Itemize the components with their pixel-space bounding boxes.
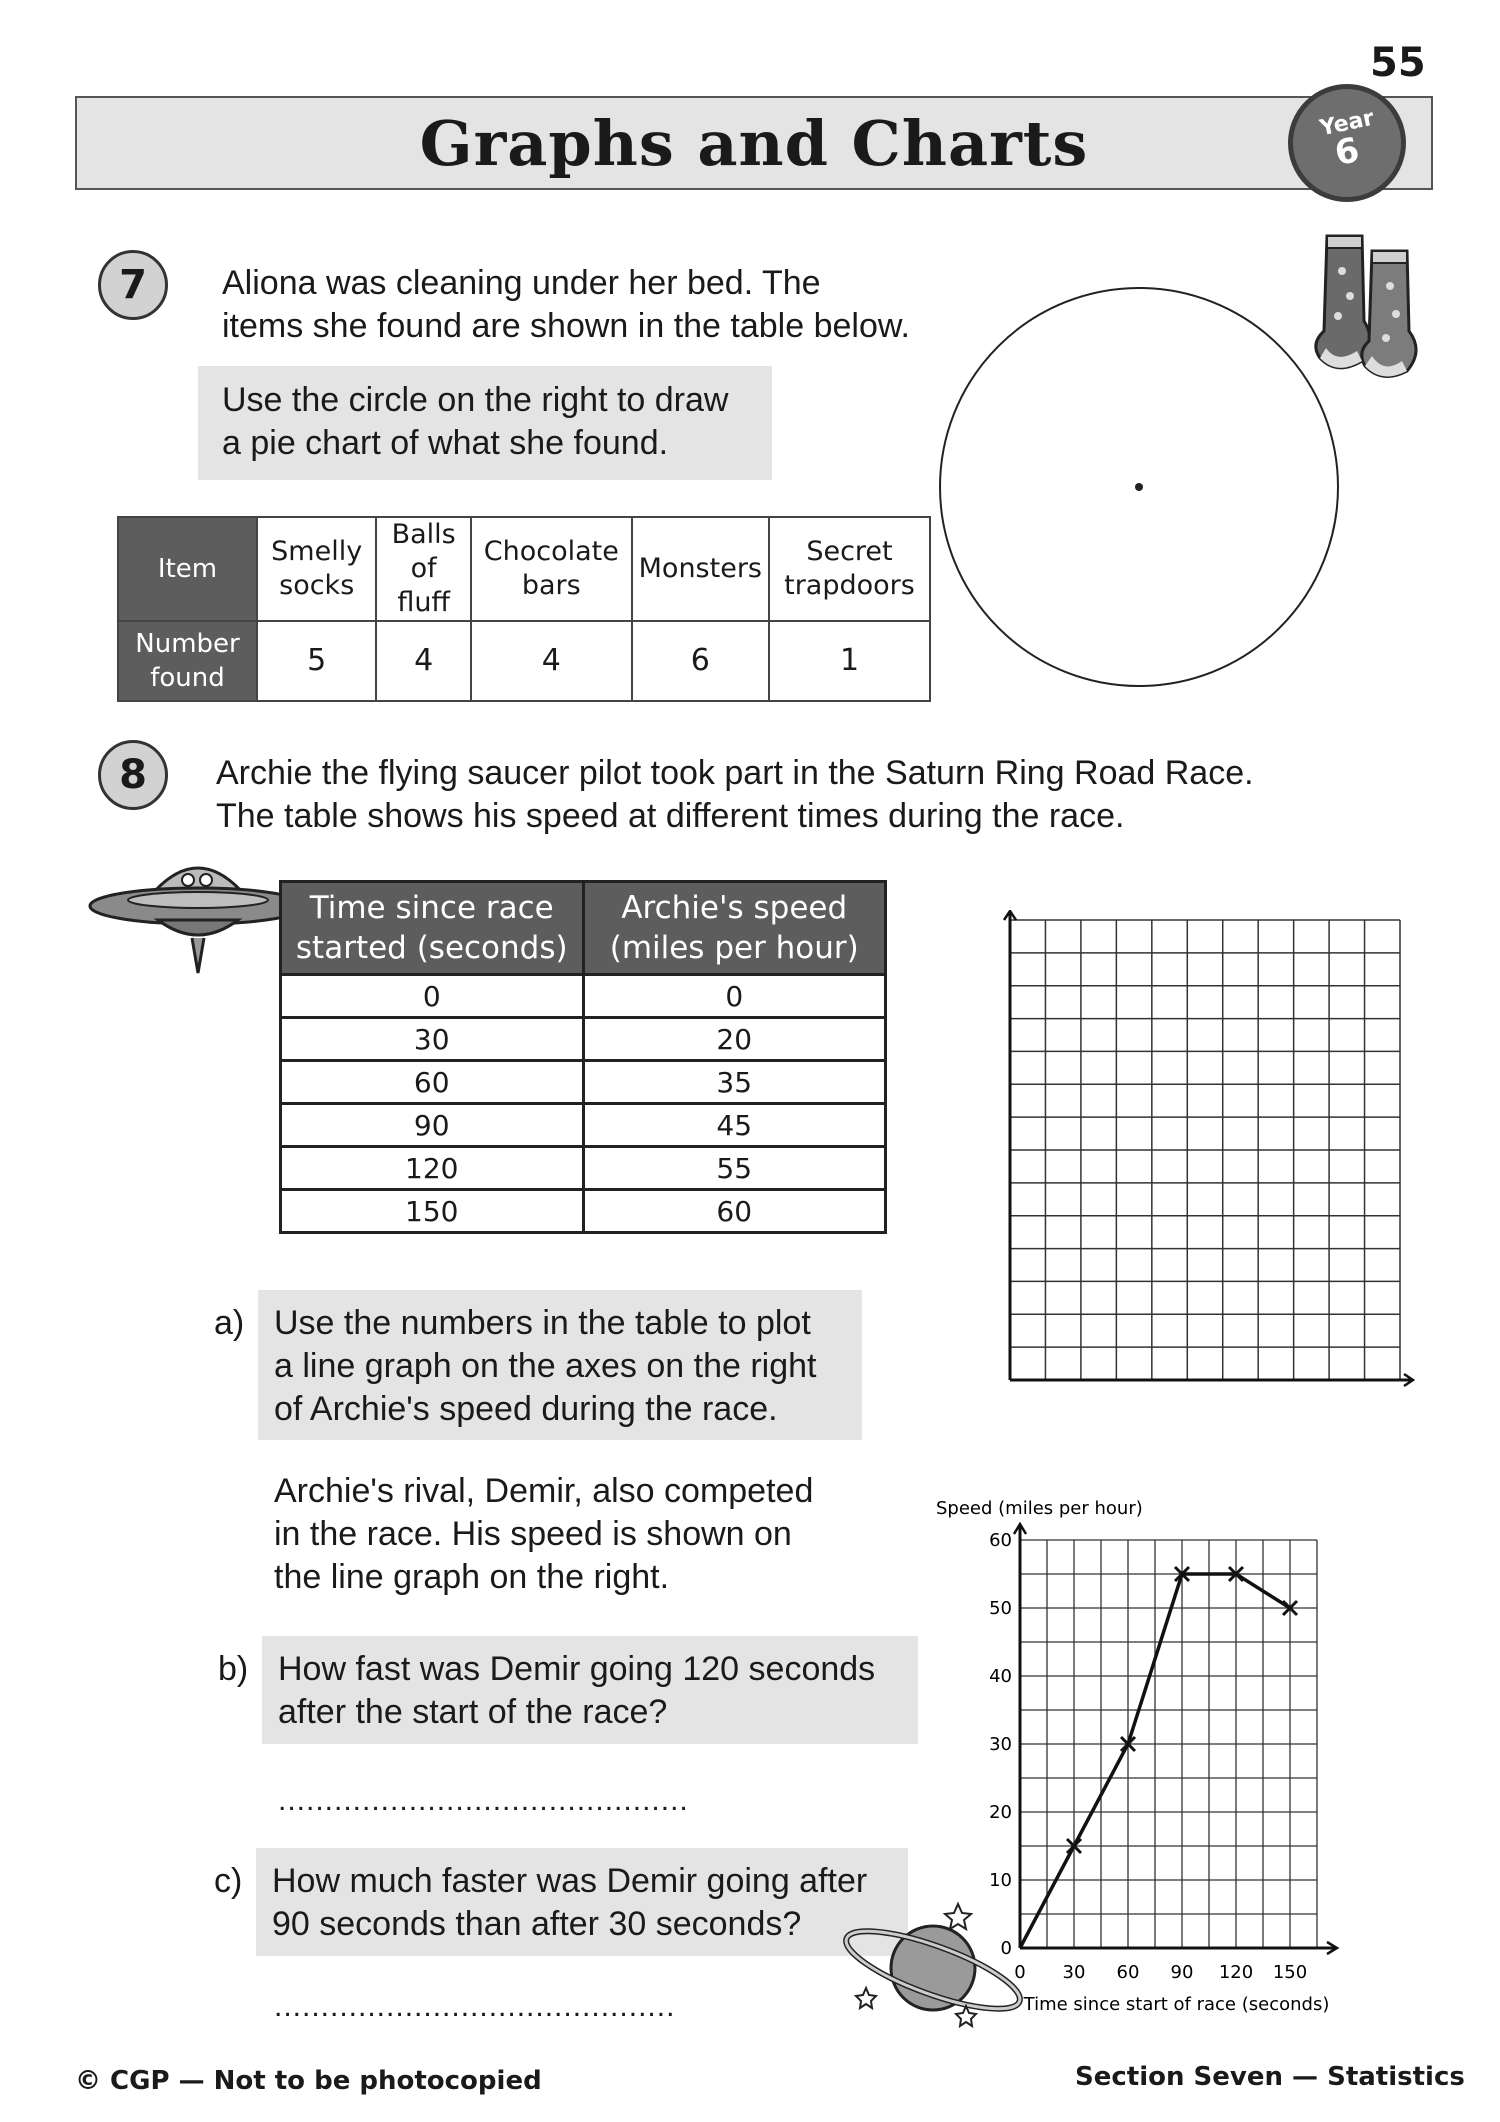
time-cell: 90 [281, 1104, 584, 1147]
x-tick-label: 30 [1062, 1962, 1086, 1983]
y-tick-label: 0 [1000, 1938, 1012, 1959]
part-a-line-3: of Archie's speed during the race. [274, 1390, 778, 1428]
q8-table-header-row [281, 882, 886, 975]
table-row [281, 1018, 886, 1061]
time-cell: 150 [281, 1190, 584, 1233]
part-b-answer-line[interactable]: ............................................ [278, 1784, 689, 1817]
table-row [281, 1104, 886, 1147]
q7-count-cell: 4 [471, 621, 632, 701]
pie-chart-circle[interactable] [936, 284, 1342, 690]
question-7-number: 7 [98, 250, 168, 320]
part-b-box [262, 1636, 918, 1744]
x-tick-label: 150 [1272, 1962, 1308, 1983]
x-tick-label: 0 [1014, 1962, 1026, 1983]
q8-intro-line-1: Archie the flying saucer pilot took part in the Saturn Ring Road Race. [216, 754, 1254, 792]
q7-intro-line-2: items she found are shown in the table below. [222, 307, 910, 345]
q8-speed-table [279, 880, 887, 1234]
speed-cell: 60 [583, 1190, 886, 1233]
pie-centre-dot [1135, 483, 1143, 491]
time-cell: 30 [281, 1018, 584, 1061]
part-b-line-2: after the start of the race? [278, 1693, 668, 1731]
footer-copyright: © CGP — Not to be photocopied [75, 2066, 542, 2096]
part-a-line-2: a line graph on the axes on the right [274, 1347, 817, 1385]
x-tick-label: 60 [1116, 1962, 1140, 1983]
q7-item-cell: Monsters [632, 517, 769, 621]
q8-header-speed: Archie's speed (miles per hour) [583, 882, 886, 975]
part-a-box [258, 1290, 862, 1440]
q7-row-label-item: Item [118, 517, 257, 621]
q7-count-cell: 5 [257, 621, 376, 701]
time-cell: 60 [281, 1061, 584, 1104]
y-axis-label: Speed (miles per hour) [936, 1498, 1143, 1519]
q7-row-label-number: Number found [118, 621, 257, 701]
q7-item-cell: Smelly socks [257, 517, 376, 621]
speed-cell: 35 [583, 1061, 886, 1104]
time-cell: 120 [281, 1147, 584, 1190]
q7-items-table [117, 516, 931, 702]
rival-text-line-3: the line graph on the right. [274, 1558, 670, 1596]
y-tick-label: 20 [989, 1802, 1012, 1823]
flying-saucer-icon [88, 838, 308, 978]
q7-instruction-line-1: Use the circle on the right to draw [222, 381, 729, 419]
x-tick-label: 120 [1218, 1962, 1254, 1983]
footer-section: Section Seven — Statistics [1075, 2062, 1465, 2092]
x-tick-label: 90 [1170, 1962, 1194, 1983]
rival-text [274, 1470, 813, 1599]
part-b-line-1: How fast was Demir going 120 seconds [278, 1650, 876, 1688]
time-cell: 0 [281, 975, 584, 1018]
table-row [281, 1190, 886, 1233]
question-8-number: 8 [98, 740, 168, 810]
y-tick-label: 50 [989, 1598, 1012, 1619]
y-tick-label: 60 [989, 1530, 1012, 1551]
q7-instruction-line-2: a pie chart of what she found. [222, 424, 669, 462]
part-c-answer-line[interactable]: ........................................... [274, 1990, 676, 2023]
page-number: 55 [1370, 40, 1426, 86]
q7-item-cell: Secret trapdoors [769, 517, 930, 621]
speed-cell: 55 [583, 1147, 886, 1190]
q7-item-cell: Chocolate bars [471, 517, 632, 621]
q7-intro-line-1: Aliona was cleaning under her bed. The [222, 264, 821, 302]
speed-cell: 20 [583, 1018, 886, 1061]
q8-header-time: Time since race started (seconds) [281, 882, 584, 975]
q7-count-cell: 6 [632, 621, 769, 701]
saturn-icon [838, 1898, 1028, 2038]
year-badge [1288, 84, 1406, 202]
q7-intro [222, 262, 910, 348]
rival-text-line-1: Archie's rival, Demir, also competed [274, 1472, 814, 1510]
x-axis-label: Time since start of race (seconds) [1023, 1994, 1330, 2015]
q8-intro [216, 752, 1254, 838]
q7-item-row [118, 517, 930, 621]
page-title: Graphs and Charts [419, 106, 1089, 180]
part-c-label: c) [214, 1862, 243, 1900]
q8-intro-line-2: The table shows his speed at different times during the race. [216, 797, 1125, 835]
part-a-line-1: Use the numbers in the table to plot [274, 1304, 811, 1342]
part-c-line-1: How much faster was Demir going after [272, 1862, 868, 1900]
part-c-box [256, 1848, 908, 1956]
q7-count-cell: 4 [376, 621, 471, 701]
q7-count-row [118, 621, 930, 701]
y-tick-label: 30 [989, 1734, 1012, 1755]
table-row [281, 975, 886, 1018]
year-label: Year [1317, 105, 1377, 142]
empty-graph-grid[interactable] [1000, 910, 1420, 1390]
speed-cell: 0 [583, 975, 886, 1018]
year-number: 6 [1331, 129, 1363, 175]
y-tick-label: 40 [989, 1666, 1012, 1687]
q7-item-cell: Balls of fluff [376, 517, 471, 621]
q7-count-cell: 1 [769, 621, 930, 701]
y-tick-label: 10 [989, 1870, 1012, 1891]
q7-instruction-box [198, 366, 772, 480]
part-c-line-2: 90 seconds than after 30 seconds? [272, 1905, 802, 1943]
part-b-label: b) [218, 1650, 249, 1688]
part-a-label: a) [214, 1304, 245, 1342]
speed-cell: 45 [583, 1104, 886, 1147]
table-row [281, 1061, 886, 1104]
table-row [281, 1147, 886, 1190]
rival-text-line-2: in the race. His speed is shown on [274, 1515, 792, 1553]
